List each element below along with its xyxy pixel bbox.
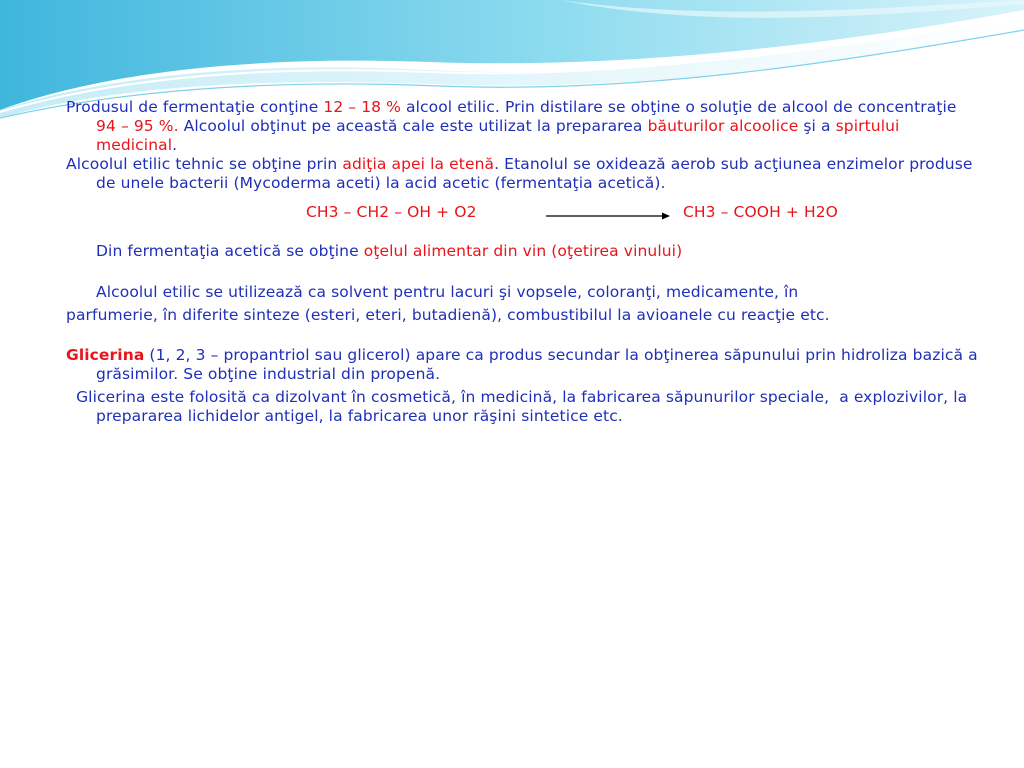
p1-concentration-range: 12 – 18 % <box>323 98 401 116</box>
p2-text-c: . Etanolul se oxidează aerob sub acţiunea enzimelor produse de unele bacterii (Mycoderma aceti) la acid acetic (fermentaţia acetică). <box>96 155 973 192</box>
p1-alcoholic-drinks: băuturilor alcoolice <box>647 117 799 135</box>
p1-text-g: şi a <box>798 117 836 135</box>
p3-food-vinegar: oţelul alimentar din vin (oţetirea vinului) <box>363 242 683 260</box>
paragraph-glycerin-uses <box>66 388 978 426</box>
p5-text-b: (1, 2, 3 – propantriol sau glicerol) apare ca produs secundar la obţinerea săpunului prin hidroliza bazică a grăsimilor. Se obţine industrial din propenă. <box>96 346 978 383</box>
p1-text-e: Alcoolul obţinut pe această cale este utilizat la prepararea <box>178 117 648 135</box>
p2-hydration: adiţia apei la etenă <box>342 155 495 173</box>
equation-products: CH3 – COOH + H2O <box>683 203 838 221</box>
p6-text-a: Glicerina este folosită ca dizolvant în cosmetică, în medicină, la fabricarea săpunurilor speciale, a explozivilor, la prepararea lichidelor antigel, la fabricarea unor răşini sintetice etc. <box>66 388 973 425</box>
p1-distilled-range: 94 – 95 %. <box>96 117 179 135</box>
equation-reactants: CH3 – CH2 – OH + O2 <box>306 203 477 221</box>
paragraph-vinegar <box>66 242 978 261</box>
chemical-equation <box>66 203 978 223</box>
reaction-arrow-icon <box>546 212 670 220</box>
p3-text-a: Din fermentaţia acetică se obţine <box>96 242 364 260</box>
paragraph-uses-rest <box>66 306 978 325</box>
p4-rest: parfumerie, în diferite sinteze (esteri, eteri, butadienă), combustibilul la avioanele cu reacţie etc. <box>66 306 830 324</box>
paragraph-glycerin <box>66 346 978 384</box>
p1-text-c: alcool etilic. Prin distilare se obţine o soluţie de alcool de concentraţie <box>400 98 957 116</box>
paragraph-fermentation <box>66 98 978 155</box>
p1-medical-spirit: spirtului medicinal <box>96 117 900 154</box>
p1-text-a: Produsul de fermentaţie conţine <box>66 98 324 116</box>
p2-text-a: Alcoolul etilic tehnic se obţine prin <box>66 155 343 173</box>
glycerin-term: Glicerina <box>66 346 145 364</box>
slide-content <box>66 98 978 426</box>
p4-line1: Alcoolul etilic se utilizează ca solvent pentru lacuri şi vopsele, coloranţi, medicamente, în <box>96 283 799 301</box>
paragraph-uses-line1 <box>66 283 978 302</box>
paragraph-technical-ethanol <box>66 155 978 193</box>
p1-text-i: . <box>172 136 178 154</box>
